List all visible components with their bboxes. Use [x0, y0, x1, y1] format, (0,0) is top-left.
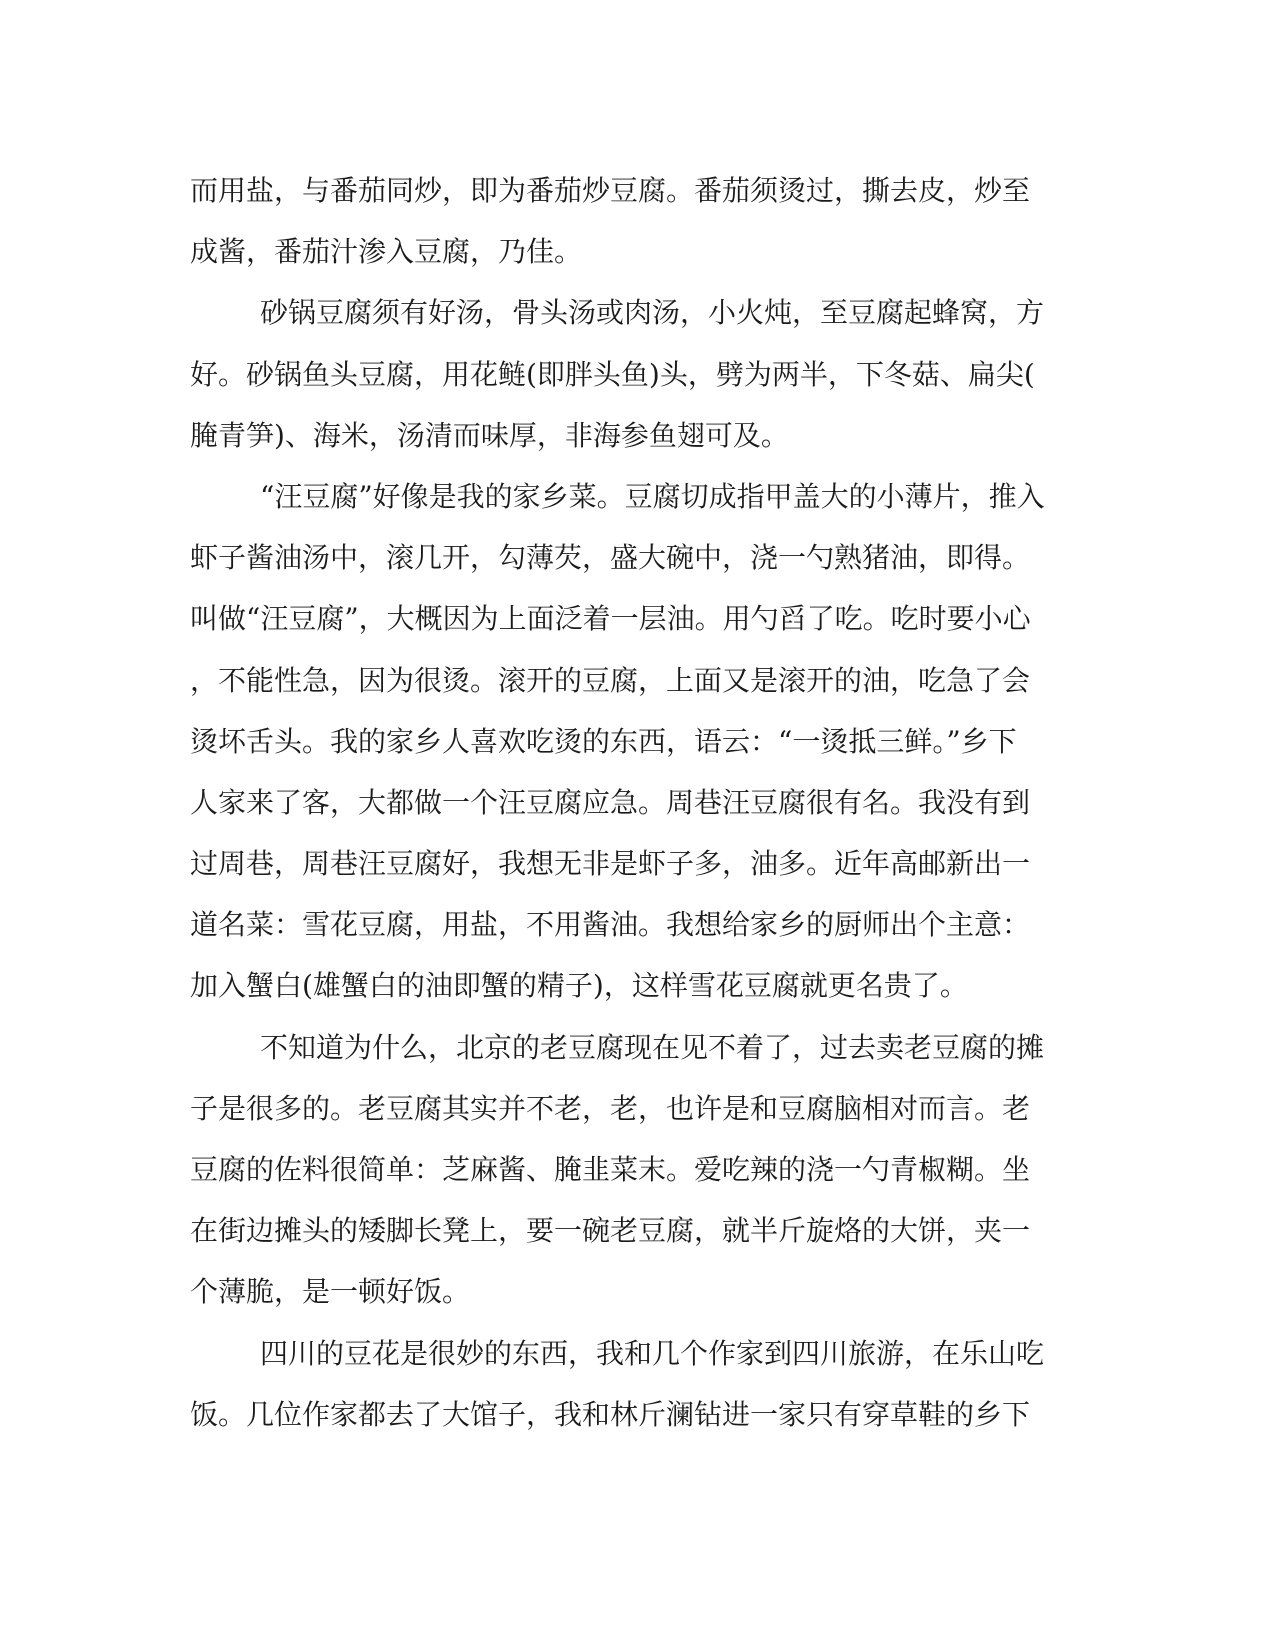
text-line: 过周巷，周巷汪豆腐好，我想无非是虾子多，油多。近年高邮新出一 [190, 847, 1031, 881]
text-line: ，不能性急，因为很烫。滚开的豆腐，上面又是滚开的油，吃急了会 [190, 663, 1031, 697]
text-line: 四川的豆花是很妙的东西，我和几个作家到四川旅游，在乐山吃 [260, 1336, 1045, 1370]
text-line: 成酱，番茄汁渗入豆腐，乃佳。 [190, 235, 583, 269]
text-line: 而用盐，与番茄同炒，即为番茄炒豆腐。番茄须烫过，撕去皮，炒至 [190, 174, 1031, 207]
text-line: 人家来了客，大都做一个汪豆腐应急。周巷汪豆腐很有名。我没有到 [190, 785, 1031, 819]
text-line: 烫坏舌头。我的家乡人喜欢吃烫的东西，语云：“一烫抵三鲜。”乡下 [190, 724, 1017, 758]
text-line: 豆腐的佐料很简单：芝麻酱、腌韭菜末。爱吃辣的浇一勺青椒糊。坐 [190, 1153, 1031, 1186]
text-line: 叫做“汪豆腐”，大概因为上面泛着一层油。用勺舀了吃。吃时要小心 [190, 602, 1031, 636]
text-line: 个薄脆，是一顿好饭。 [190, 1275, 471, 1309]
text-line: 好。砂锅鱼头豆腐，用花鲢(即胖头鱼)头，劈为两半，下冬菇、扁尖( [190, 357, 1035, 391]
text-line: 不知道为什么，北京的老豆腐现在见不着了，过去卖老豆腐的摊 [260, 1030, 1045, 1064]
text-line: 道名菜：雪花豆腐，用盐，不用酱油。我想给家乡的厨师出个主意： [190, 908, 1031, 942]
text-line: “汪豆腐”好像是我的家乡菜。豆腐切成指甲盖大的小薄片，推入 [260, 479, 1045, 513]
text-line: 饭。几位作家都去了大馆子，我和林斤澜钻进一家只有穿草鞋的乡下 [190, 1397, 1031, 1431]
text-line: 砂锅豆腐须有好汤，骨头汤或肉汤，小火炖，至豆腐起蜂窝，方 [260, 296, 1045, 330]
text-line: 虾子酱油汤中，滚几开，勾薄芡，盛大碗中，浇一勺熟猪油，即得。 [190, 541, 1031, 575]
body-text [190, 160, 1070, 1445]
text-line: 腌青笋)、海米，汤清而味厚，非海参鱼翅可及。 [190, 418, 789, 452]
text-line: 在街边摊头的矮脚长凳上，要一碗老豆腐，就半斤旋烙的大饼，夹一 [190, 1214, 1031, 1248]
text-line: 加入蟹白(雄蟹白的油即蟹的精子)，这样雪花豆腐就更名贵了。 [190, 969, 968, 1003]
text-line: 子是很多的。老豆腐其实并不老，老，也许是和豆腐脑相对而言。老 [190, 1091, 1031, 1125]
